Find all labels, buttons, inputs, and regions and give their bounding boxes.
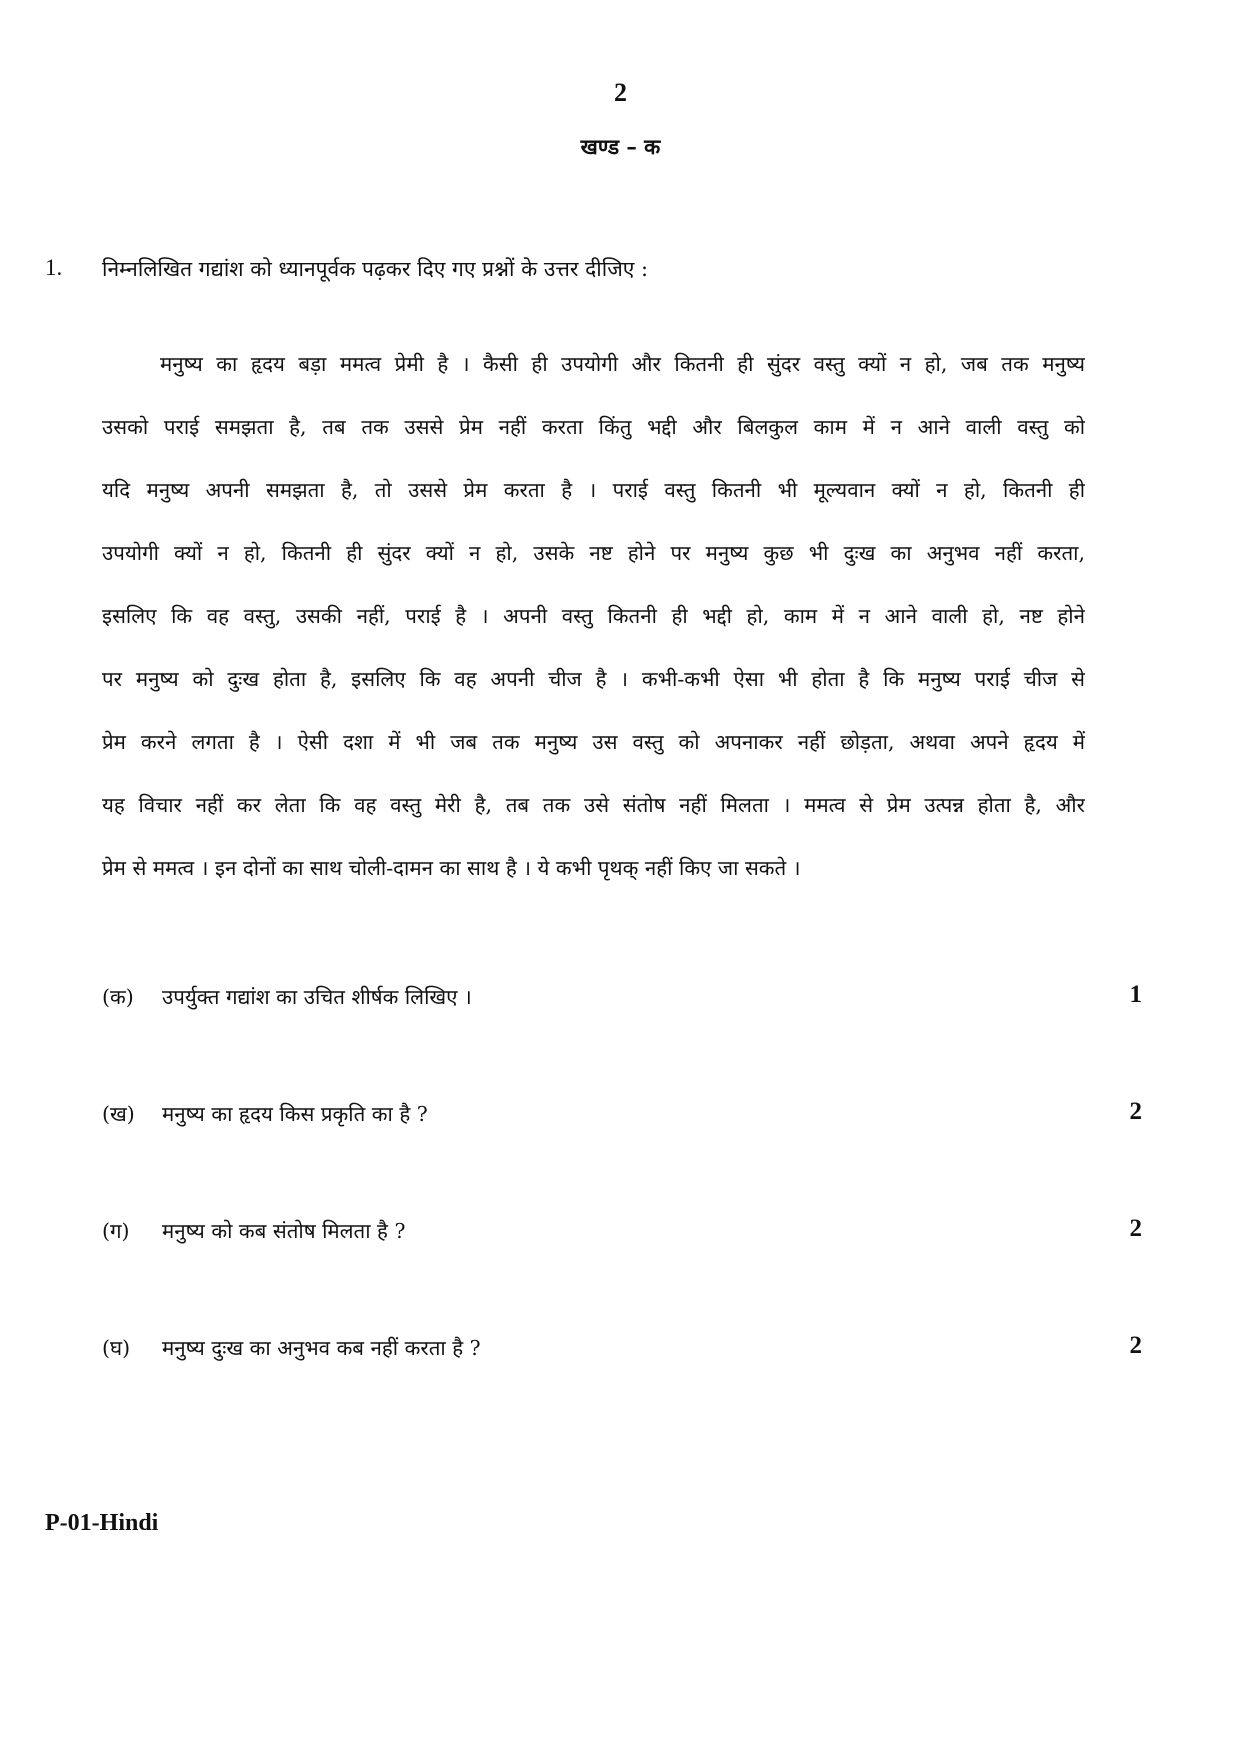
passage-line: मनुष्य का हृदय बड़ा ममत्व प्रेमी है । कैसी ही उपयोगी और कितनी ही सुंदर वस्तु क्यों न हो, जब तक मनुष्य <box>160 352 1085 376</box>
question-number: 1. <box>45 255 63 280</box>
sub-question-label: (क) <box>102 985 134 1009</box>
passage <box>102 350 1085 917</box>
page-number: 2 <box>614 78 627 107</box>
passage-line: प्रेम से ममत्व । इन दोनों का साथ चोली-दामन का साथ है । ये कभी पृथक् नहीं किए जा सकते । <box>102 856 801 880</box>
sub-question-kha <box>102 1100 1142 1134</box>
passage-line: पर मनुष्य को दुःख होता है, इसलिए कि वह अपनी चीज है । कभी-कभी ऐसा भी होता है कि मनुष्य पराई चीज से <box>102 667 1085 691</box>
sub-question-marks: 2 <box>1129 1332 1142 1359</box>
sub-question-marks: 1 <box>1129 981 1142 1008</box>
passage-line: प्रेम करने लगता है । ऐसी दशा में भी जब तक मनुष्य उस वस्तु को अपनाकर नहीं छोड़ता, अथवा अपने हृदय में <box>102 730 1085 754</box>
sub-question-gha <box>102 1334 1142 1368</box>
sub-question-ka <box>102 983 1142 1017</box>
sub-question-marks: 2 <box>1129 1215 1142 1242</box>
passage-line: उपयोगी क्यों न हो, कितनी ही सुंदर क्यों न हो, उसके नष्ट होने पर मनुष्य कुछ भी दुःख का अनुभव नहीं करता, <box>102 541 1085 565</box>
sub-question-text: मनुष्य को कब संतोष मिलता है ? <box>162 1219 406 1243</box>
sub-question-text: मनुष्य का हृदय किस प्रकृति का है ? <box>162 1102 428 1126</box>
passage-line: यदि मनुष्य अपनी समझता है, तो उससे प्रेम करता है । पराई वस्तु कितनी भी मूल्यवान क्यों न हो, कितनी ही <box>102 478 1085 502</box>
passage-line: इसलिए कि वह वस्तु, उसकी नहीं, पराई है । अपनी वस्तु कितनी ही भद्दी हो, काम में न आने वाली हो, नष्ट होने <box>102 604 1085 628</box>
sub-question-marks: 2 <box>1129 1098 1142 1125</box>
sub-question-label: (ख) <box>102 1102 135 1126</box>
section-title: खण्ड – क <box>580 134 661 159</box>
sub-question-label: (घ) <box>102 1336 131 1360</box>
paper-code: P-01-Hindi <box>45 1510 159 1536</box>
passage-line: उसको पराई समझता है, तब तक उससे प्रेम नहीं करता किंतु भद्दी और बिलकुल काम में न आने वाली वस्तु को <box>102 415 1085 439</box>
sub-question-text: उपर्युक्त गद्यांश का उचित शीर्षक लिखिए । <box>162 985 472 1009</box>
sub-question-label: (ग) <box>102 1219 130 1243</box>
sub-question-text: मनुष्य दुःख का अनुभव कब नहीं करता है ? <box>162 1336 481 1360</box>
question-instruction: निम्नलिखित गद्यांश को ध्यानपूर्वक पढ़कर दिए गए प्रश्नों के उत्तर दीजिए : <box>102 257 649 281</box>
sub-question-ga <box>102 1217 1142 1251</box>
passage-line: यह विचार नहीं कर लेता कि वह वस्तु मेरी है, तब तक उसे संतोष नहीं मिलता । ममत्व से प्रेम उत्पन्न होता है, और <box>102 793 1085 817</box>
